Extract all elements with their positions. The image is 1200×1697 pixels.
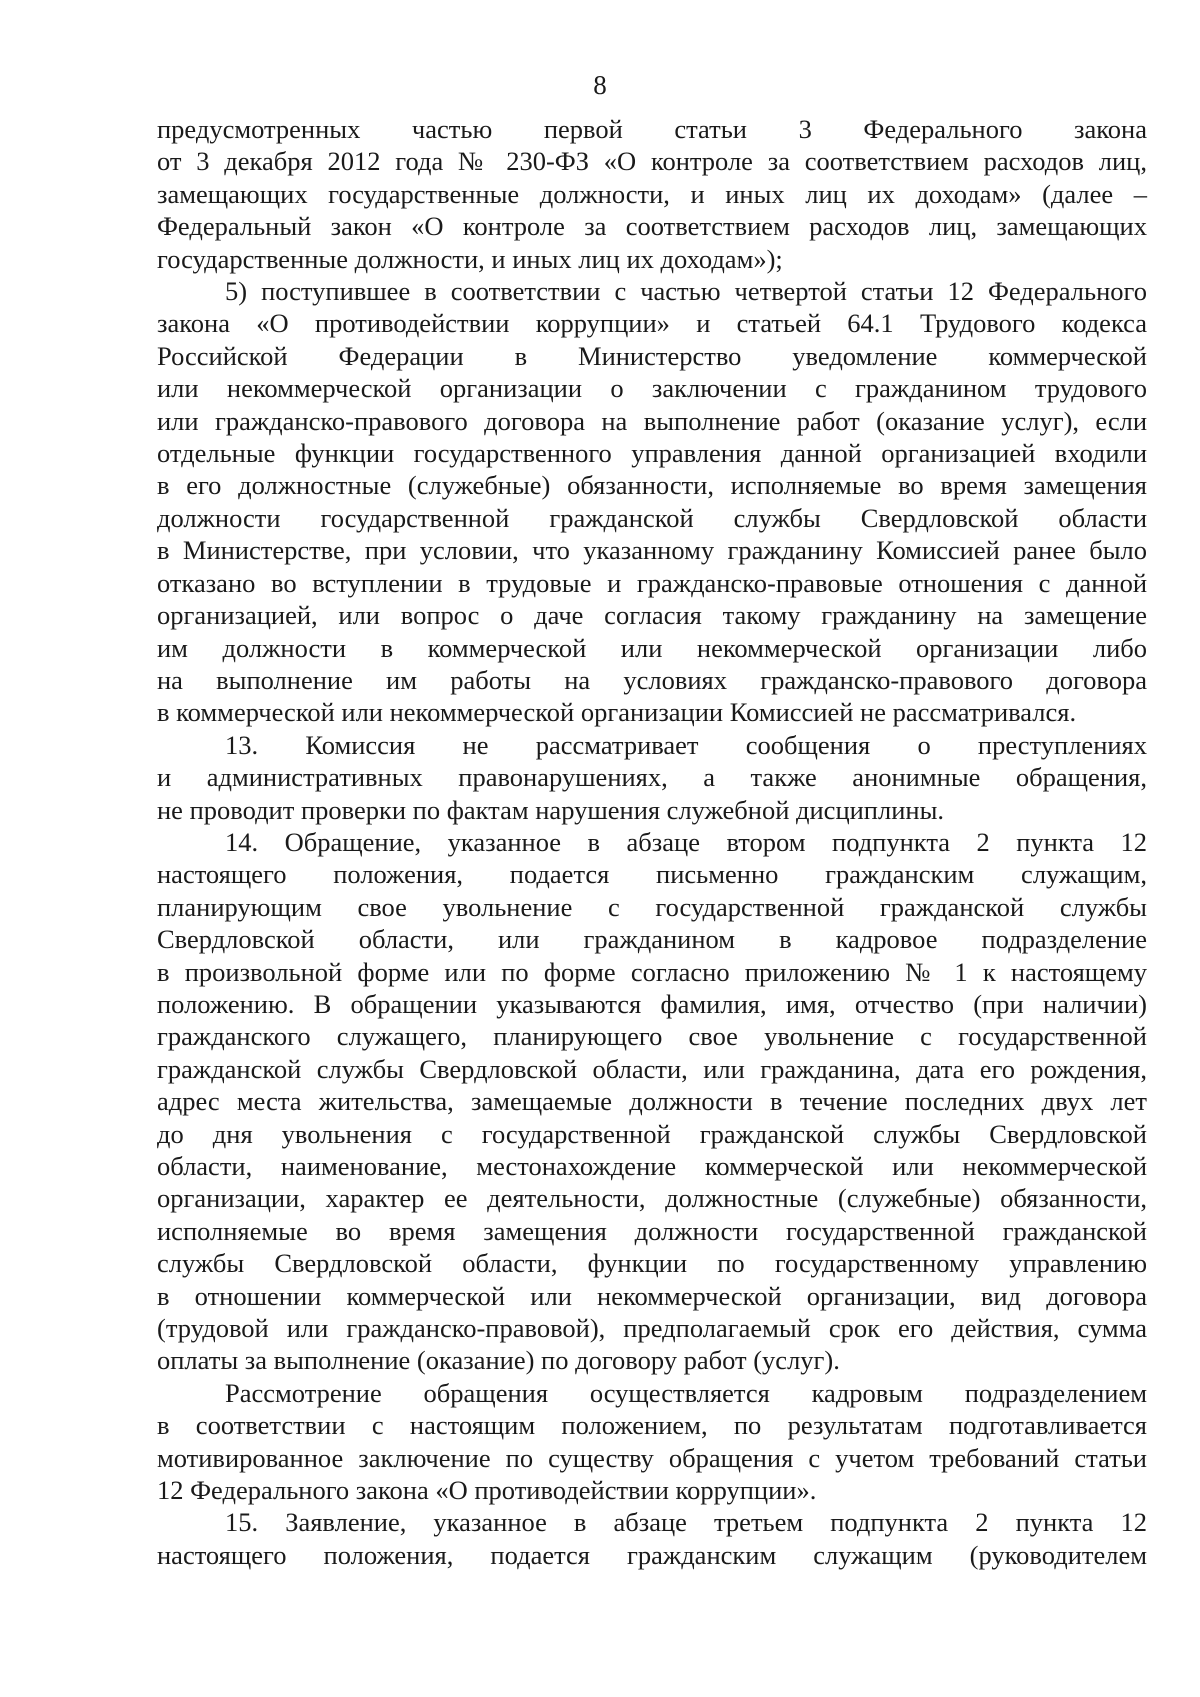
- paragraph-item-5: [157, 275, 1147, 729]
- text-line: настоящего положения, подается гражданским служащим (руководителем: [157, 1539, 1147, 1570]
- text-line: адрес места жительства, замещаемые должности в течение последних двух лет: [157, 1086, 1147, 1117]
- text-line: или некоммерческой организации о заключении с гражданином трудового: [157, 373, 1147, 404]
- paragraph-item-13: [157, 729, 1147, 826]
- paragraph-item-15: [157, 1506, 1147, 1571]
- text-line: исполняемые во время замещения должности государственной гражданской: [157, 1215, 1147, 1246]
- text-line: планирующим свое увольнение с государственной гражданской службы: [157, 891, 1147, 922]
- text-line: 5) поступившее в соответствии с частью четвертой статьи 12 Федерального: [225, 276, 1147, 307]
- text-line: настоящего положения, подается письменно гражданским служащим,: [157, 859, 1147, 890]
- text-line: в коммерческой или некоммерческой организации Комиссией не рассматривался.: [157, 697, 1077, 728]
- text-line: Рассмотрение обращения осуществляется кадровым подразделением: [225, 1377, 1147, 1408]
- text-line: замещающих государственные должности, и иных лиц их доходам» (далее –: [157, 178, 1147, 209]
- text-line: области, наименование, местонахождение коммерческой или некоммерческой: [157, 1151, 1147, 1181]
- paragraph-continuation: [157, 113, 1147, 275]
- text-line: мотивированное заключение по существу обращения с учетом требований статьи: [157, 1442, 1147, 1473]
- text-line: отдельные функции государственного управления данной организацией входили: [157, 438, 1147, 469]
- text-line: и административных правонарушениях, а также анонимные обращения,: [157, 762, 1147, 793]
- text-line: в произвольной форме или по форме согласно приложению № 1 к настоящему: [157, 956, 1147, 987]
- text-line: организации, характер ее деятельности, должностные (служебные) обязанности,: [157, 1183, 1147, 1214]
- text-line: 12 Федерального закона «О противодействии коррупции».: [157, 1475, 817, 1506]
- text-line: Федеральный закон «О контроле за соответствием расходов лиц, замещающих: [157, 211, 1147, 242]
- text-line: в соответствии с настоящим положением, по результатам подготавливается: [157, 1410, 1147, 1441]
- text-line: отказано во вступлении в трудовые и гражданско-правовые отношения с данной: [157, 567, 1147, 598]
- text-line: от 3 декабря 2012 года № 230-ФЗ «О контроле за соответствием расходов лиц,: [157, 146, 1147, 177]
- text-line: 15. Заявление, указанное в абзаце третьем подпункта 2 пункта 12: [225, 1507, 1147, 1538]
- text-line: гражданского служащего, планирующего свое увольнение с государственной: [157, 1021, 1147, 1052]
- text-line: положению. В обращении указываются фамилия, имя, отчество (при наличии): [157, 988, 1147, 1019]
- text-line: 14. Обращение, указанное в абзаце втором подпункта 2 пункта 12: [225, 826, 1147, 857]
- text-line: или гражданско-правового договора на выполнение работ (оказание услуг), если: [157, 405, 1147, 436]
- page-number: 8: [593, 70, 607, 100]
- text-line: гражданской службы Свердловской области, или гражданина, дата его рождения,: [157, 1053, 1147, 1084]
- text-line: (трудовой или гражданско-правовой), предполагаемый срок его действия, сумма: [157, 1313, 1147, 1344]
- paragraph-item-14-review: [157, 1377, 1147, 1507]
- text-line: Российской Федерации в Министерство уведомление коммерческой: [157, 340, 1147, 371]
- text-line: организацией, или вопрос о даче согласия такому гражданину на замещение: [157, 600, 1147, 631]
- text-line: Свердловской области, или гражданином в кадровое подразделение: [157, 924, 1147, 955]
- text-line: должности государственной гражданской службы Свердловской области: [157, 502, 1147, 533]
- text-line: в отношении коммерческой или некоммерческой организации, вид договора: [157, 1280, 1147, 1311]
- text-line: предусмотренных частью первой статьи 3 Федерального закона: [157, 114, 1147, 144]
- text-line: службы Свердловской области, функции по государственному управлению: [157, 1248, 1147, 1279]
- text-line: закона «О противодействии коррупции» и статьей 64.1 Трудового кодекса: [157, 308, 1147, 339]
- text-line: им должности в коммерческой или некоммерческой организации либо: [157, 632, 1147, 663]
- paragraph-item-14: [157, 826, 1147, 1377]
- text-line: оплаты за выполнение (оказание) по договору работ (услуг).: [157, 1345, 840, 1376]
- text-line: не проводит проверки по фактам нарушения служебной дисциплины.: [157, 794, 945, 825]
- text-line: на выполнение им работы на условиях гражданско-правового договора: [157, 664, 1147, 695]
- document-body: [157, 113, 1147, 1571]
- text-line: в его должностные (служебные) обязанности, исполняемые во время замещения: [157, 470, 1147, 501]
- text-line: до дня увольнения с государственной гражданской службы Свердловской: [157, 1118, 1147, 1149]
- text-line: 13. Комиссия не рассматривает сообщения о преступлениях: [225, 729, 1147, 760]
- text-line: государственные должности, и иных лиц их доходам»);: [157, 243, 783, 274]
- text-line: в Министерстве, при условии, что указанному гражданину Комиссией ранее было: [157, 535, 1147, 566]
